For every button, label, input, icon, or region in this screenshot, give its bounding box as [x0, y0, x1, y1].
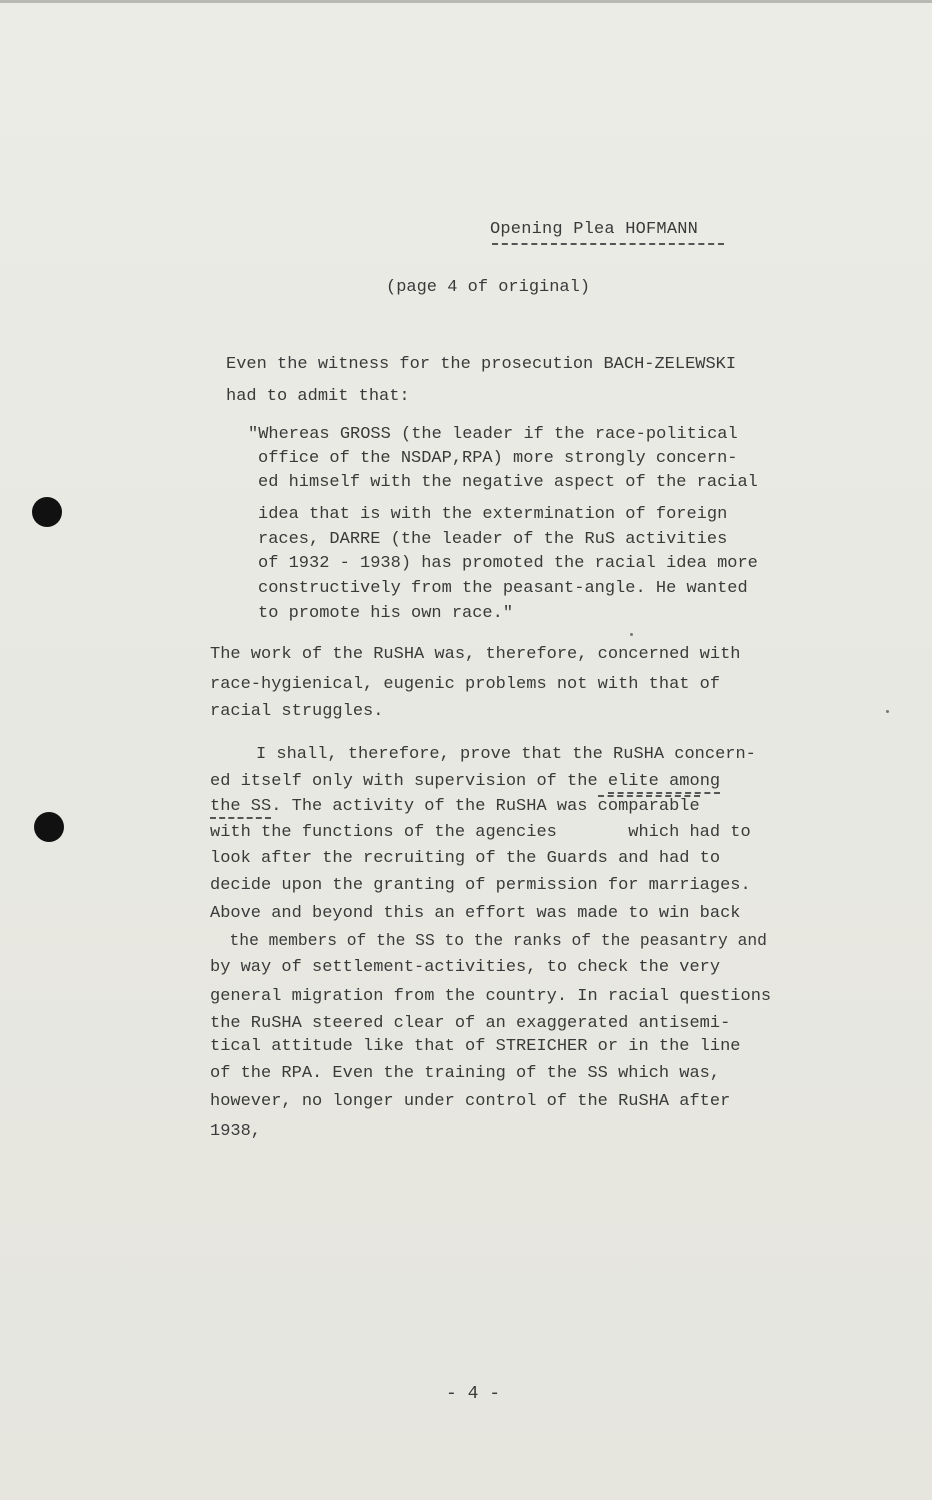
- heading-dashed-underline: [492, 243, 724, 245]
- paragraph2-line-3: racial struggles.: [210, 702, 384, 721]
- paragraph3-line-3: [210, 797, 700, 817]
- paragraph3-line-2-text: ed itself only with supervision of the: [210, 772, 608, 791]
- stray-ink-mark: [630, 633, 633, 636]
- paragraph3-line-13: of the RPA. Even the training of the SS which was,: [210, 1064, 721, 1083]
- quote-line-4: idea that is with the extermination of foreign: [258, 505, 728, 524]
- quote-line-1: "Whereas GROSS (the leader if the race-political: [248, 425, 738, 444]
- paragraph3-line-9: by way of settlement-activities, to check the very: [210, 958, 721, 977]
- paragraph3-line-4: with the functions of the agencies which had to: [210, 823, 751, 842]
- paragraph1-line-2: had to admit that:: [226, 387, 410, 406]
- paragraph3-line-11: the RuSHA steered clear of an exaggerated antisemi-: [210, 1014, 731, 1033]
- paragraph3-line-2: [210, 772, 720, 792]
- page-number: - 4 -: [446, 1384, 501, 1404]
- punch-hole-upper: [32, 497, 62, 527]
- paragraph3-line-15: 1938,: [210, 1122, 262, 1141]
- paragraph3-line-14: however, no longer under control of the RuSHA after: [210, 1092, 731, 1111]
- paragraph3-line-7: Above and beyond this an effort was made to win back: [210, 904, 741, 923]
- underlined-elite-among: elite among: [608, 772, 720, 794]
- quote-line-3: ed himself with the negative aspect of the racial: [258, 473, 758, 492]
- stray-ink-mark: [886, 710, 889, 713]
- paragraph2-line-2: race-hygienical, eugenic problems not with that of: [210, 675, 721, 694]
- paragraph1-line-1: Even the witness for the prosecution BACH-ZELEWSKI: [226, 355, 737, 374]
- document-heading: Opening Plea HOFMANN: [490, 220, 699, 239]
- marked-comparable: comparable: [597, 797, 700, 816]
- paragraph3-line-8: the members of the SS to the ranks of the peasantry and: [210, 931, 767, 950]
- paragraph3-line-12: tical attitude like that of STREICHER or in the line: [210, 1037, 741, 1056]
- quote-line-2: office of the NSDAP,RPA) more strongly concern-: [258, 449, 738, 468]
- quote-line-7: constructively from the peasant-angle. He wanted: [258, 579, 748, 598]
- paragraph2-line-1: The work of the RuSHA was, therefore, concerned with: [210, 645, 741, 664]
- paragraph3-line-1: I shall, therefore, prove that the RuSHA concern-: [256, 745, 756, 764]
- quote-line-8: to promote his own race.": [258, 604, 514, 623]
- underlined-the-ss: the SS: [210, 797, 271, 819]
- paragraph3-line-3-text: . The activity of the RuSHA was: [271, 797, 598, 816]
- paragraph3-line-6: decide upon the granting of permission for marriages.: [210, 876, 751, 895]
- page-top-edge: [0, 0, 932, 3]
- page-reference: (page 4 of original): [386, 278, 591, 297]
- paragraph3-line-5: look after the recruiting of the Guards and had to: [210, 849, 721, 868]
- quote-line-6: of 1932 - 1938) has promoted the racial idea more: [258, 554, 758, 573]
- paragraph3-line-10: general migration from the country. In racial questions: [210, 987, 772, 1006]
- punch-hole-lower: [34, 812, 64, 842]
- quote-line-5: races, DARRE (the leader of the RuS activities: [258, 530, 728, 549]
